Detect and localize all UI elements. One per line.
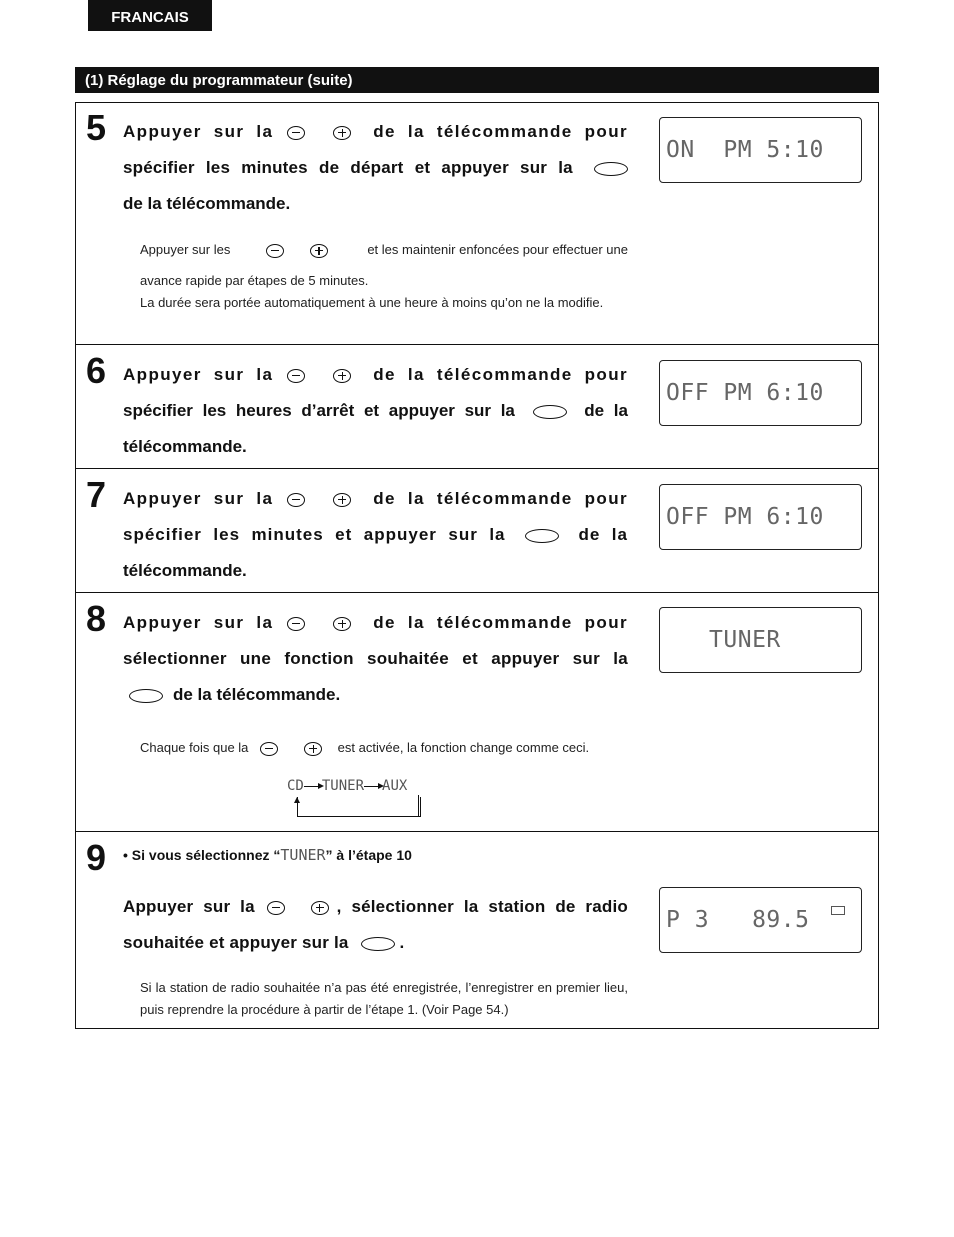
- step-number: 8: [86, 598, 107, 639]
- minus-icon: [266, 244, 284, 258]
- divider: [75, 344, 879, 345]
- step-instruction: Appuyer sur la de la télécommande pour spécifier les minutes et appuyer sur la de la télécommande.: [123, 481, 628, 589]
- minus-icon: [287, 369, 305, 383]
- lcd-display: OFF PM 6:10: [659, 484, 862, 550]
- minus-plus-buttons: [265, 889, 337, 925]
- minus-plus-buttons: [264, 239, 334, 261]
- minus-plus-buttons: [285, 357, 361, 393]
- arrow-up-icon: [294, 797, 300, 803]
- flow-item: TUNER: [321, 778, 365, 794]
- step-number: 9: [86, 837, 107, 878]
- plus-icon: [333, 493, 351, 507]
- enter-button-icon: [129, 689, 163, 703]
- minus-icon: [287, 126, 305, 140]
- step-number: 7: [86, 474, 107, 515]
- minus-plus-buttons: [285, 114, 361, 150]
- step-instruction: Appuyer sur la de la télécommande pour spécifier les minutes de départ et appuyer sur la de la télécommande.: [123, 114, 628, 222]
- minus-icon: [260, 742, 278, 756]
- minus-icon: [287, 493, 305, 507]
- step-note: Si la station de radio souhaitée n’a pas été enregistrée, l’enregistrer en premier lieu, puis reprendre la procédure à partir de l’étape 1. (Voir Page 54.): [140, 980, 628, 1017]
- divider: [75, 592, 879, 593]
- divider: [75, 831, 879, 832]
- step-condition: • Si vous sélectionnez “TUNER” à l’étape 10: [123, 846, 412, 864]
- plus-icon: [310, 244, 328, 258]
- step-note: Appuyer sur les et les maintenir enfoncées pour effectuer une avance rapide par étapes de 5 minutes. La durée sera portée automatiquement à une heure à moins qu’on ne la modifie.: [140, 239, 628, 314]
- divider: [75, 468, 879, 469]
- minus-plus-buttons: [285, 481, 361, 517]
- cycle-return-line: [297, 797, 421, 817]
- lcd-display: TUNER: [659, 607, 862, 673]
- arrow-right-icon: [364, 786, 382, 787]
- flow-item: AUX: [382, 778, 408, 794]
- enter-button-icon: [533, 405, 567, 419]
- plus-icon: [333, 126, 351, 140]
- step-instruction: Appuyer sur la , sélectionner la station de radio souhaitée et appuyer sur la .: [123, 889, 628, 961]
- minus-plus-buttons: [285, 605, 361, 641]
- enter-button-icon: [525, 529, 559, 543]
- indicator-icon: [831, 906, 845, 915]
- step-instruction: Appuyer sur la de la télécommande pour sélectionner une fonction souhaitée et appuyer sur la de la télécommande.: [123, 605, 628, 713]
- enter-button-icon: [594, 162, 628, 176]
- step-number: 6: [86, 350, 107, 391]
- minus-icon: [267, 901, 285, 915]
- lcd-display: P 3 89.5: [659, 887, 862, 953]
- plus-icon: [333, 617, 351, 631]
- language-tab: FRANCAIS: [88, 0, 212, 31]
- plus-icon: [311, 901, 329, 915]
- minus-plus-buttons: [258, 737, 328, 759]
- flow-item: CD: [287, 778, 304, 794]
- section-title: (1) Réglage du programmateur (suite): [75, 67, 879, 93]
- step-note: Chaque fois que la est activée, la fonction change comme ceci.: [140, 737, 628, 759]
- arrow-right-icon: [304, 786, 322, 787]
- lcd-display: OFF PM 6:10: [659, 360, 862, 426]
- enter-button-icon: [361, 937, 395, 951]
- step-instruction: Appuyer sur la de la télécommande pour spécifier les heures d’arrêt et appuyer sur la de la télécommande.: [123, 357, 628, 465]
- lcd-display: ON PM 5:10: [659, 117, 862, 183]
- minus-icon: [287, 617, 305, 631]
- plus-icon: [333, 369, 351, 383]
- plus-icon: [304, 742, 322, 756]
- function-cycle-diagram: [287, 778, 407, 794]
- step-number: 5: [86, 107, 107, 148]
- cycle-return-line: [418, 795, 419, 817]
